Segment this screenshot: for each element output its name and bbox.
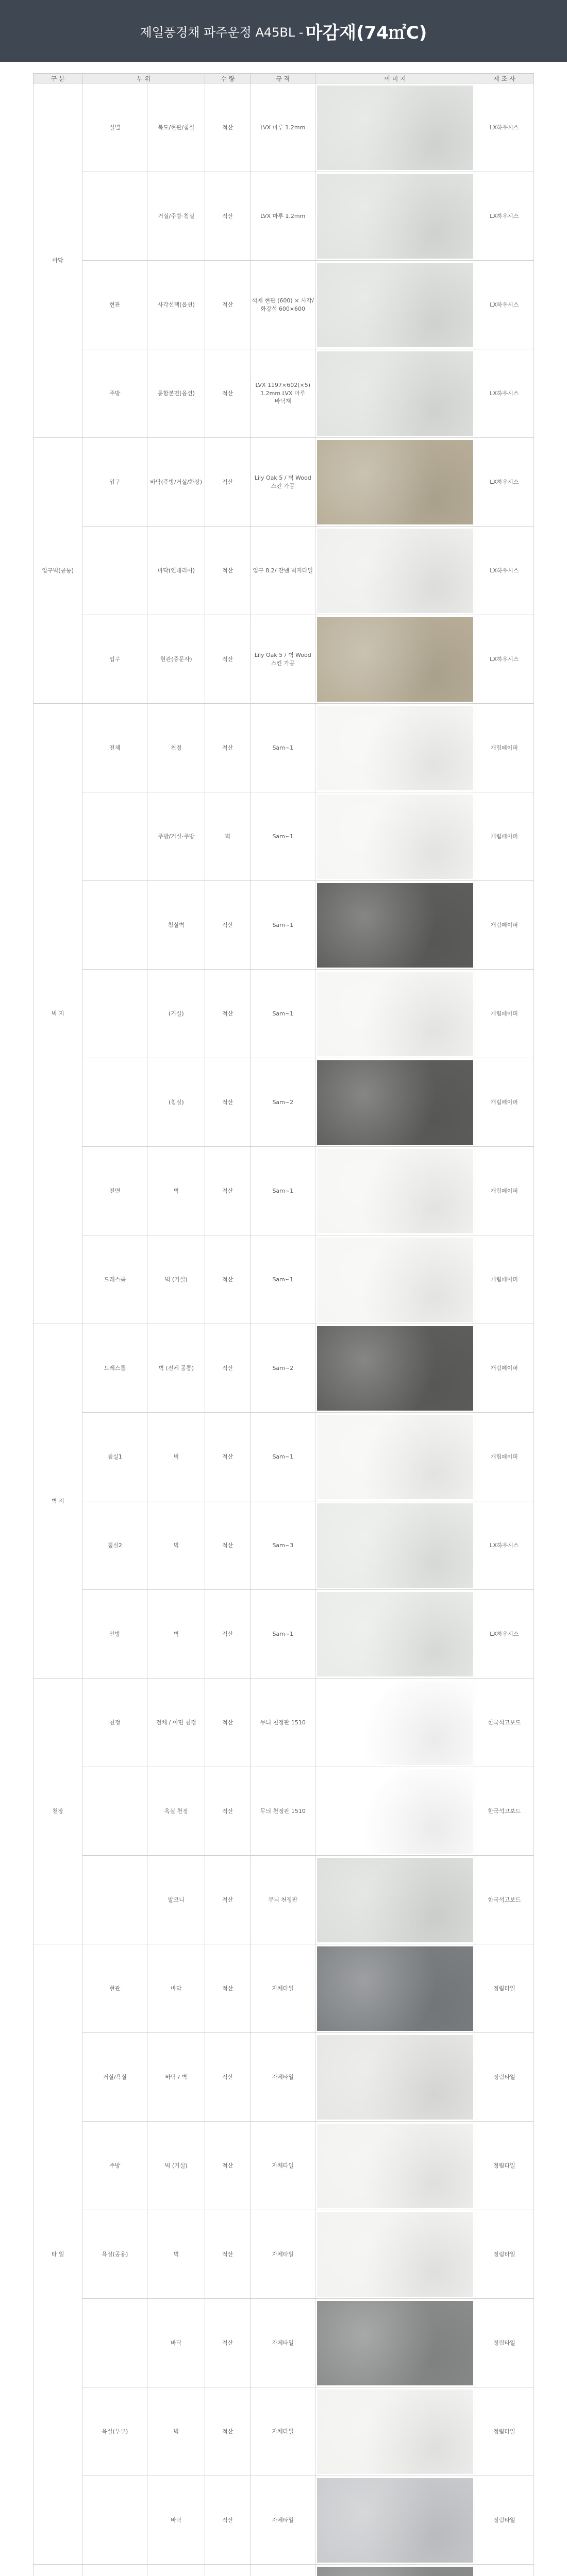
- part-cell: 거실/주방·침실: [147, 172, 205, 261]
- table-row: [34, 1501, 534, 1590]
- material-swatch-cell: [315, 172, 475, 261]
- part-cell: 바닥 / 벽: [147, 2033, 205, 2122]
- section-cell: [34, 2565, 82, 2576]
- material-swatch: [317, 617, 473, 702]
- material-swatch: [317, 174, 473, 259]
- table-row: [34, 1058, 534, 1147]
- table-header-row: [34, 74, 534, 83]
- material-swatch: [317, 1946, 473, 2031]
- qty-cell: 적산: [205, 1856, 251, 1944]
- maker-cell: 개림페이퍼: [475, 792, 533, 881]
- section-cell: 타 일: [34, 1944, 82, 2565]
- material-swatch-cell: [315, 2387, 475, 2476]
- area-cell: 주방: [82, 2122, 147, 2210]
- table-row: [34, 1679, 534, 1767]
- part-cell: 욕실 천정: [147, 1767, 205, 1856]
- area-cell: 드레스룸: [82, 1324, 147, 1413]
- part-cell: 주방/거실·주방: [147, 792, 205, 881]
- material-swatch-cell: [315, 527, 475, 615]
- part-cell: (침실): [147, 1058, 205, 1147]
- table-row: [34, 2122, 534, 2210]
- material-swatch: [317, 529, 473, 613]
- table-row: [34, 1767, 534, 1856]
- material-swatch-cell: [315, 261, 475, 349]
- table-row: [34, 1324, 534, 1413]
- spec-cell: 자체타일: [251, 2387, 315, 2476]
- qty-cell: 적산: [205, 1235, 251, 1324]
- spec-cell: Sam~1: [251, 792, 315, 881]
- material-swatch-cell: [315, 2476, 475, 2565]
- material-swatch-cell: [315, 349, 475, 438]
- area-cell: [82, 527, 147, 615]
- table-row: [34, 2033, 534, 2122]
- spec-cell: Sam~1: [251, 1147, 315, 1235]
- material-swatch: [317, 1592, 473, 1676]
- maker-cell: 개림페이퍼: [475, 881, 533, 970]
- area-cell: [82, 1856, 147, 1944]
- spec-cell: Sam~1: [251, 970, 315, 1058]
- qty-cell: 적산: [205, 1501, 251, 1590]
- material-swatch: [317, 1503, 473, 1588]
- qty-cell: 적산: [205, 1058, 251, 1147]
- part-cell: 벽: [147, 1413, 205, 1501]
- header-cell: 수 량: [205, 74, 251, 83]
- spec-cell: Sam~2: [251, 1058, 315, 1147]
- qty-cell: 적산: [205, 2210, 251, 2299]
- maker-cell: 개림페이퍼: [475, 1324, 533, 1413]
- maker-cell: 한국석고보드: [475, 1856, 533, 1944]
- header-cell: 구 분: [34, 74, 82, 83]
- qty-cell: 적산: [205, 438, 251, 527]
- material-swatch-cell: [315, 881, 475, 970]
- area-cell: 현관: [82, 261, 147, 349]
- spec-cell: Lily Oak 5 / 벽 Wood 스킨 가공: [251, 438, 315, 527]
- section-cell: 벽 지: [34, 704, 82, 1324]
- material-swatch-cell: [315, 615, 475, 704]
- qty-cell: 적산: [205, 83, 251, 172]
- area-cell: [82, 2565, 147, 2576]
- part-cell: 현관(중문사): [147, 615, 205, 704]
- material-swatch: [317, 1858, 473, 1942]
- area-cell: 욕실(부부): [82, 2387, 147, 2476]
- table-row: [34, 261, 534, 349]
- part-cell: [147, 2565, 205, 2576]
- material-swatch: [317, 2124, 473, 2208]
- qty-cell: 적산: [205, 970, 251, 1058]
- area-cell: 주방: [82, 349, 147, 438]
- spec-cell: 무늬 천정판: [251, 1856, 315, 1944]
- finish-spec-table: [33, 73, 534, 2576]
- part-cell: 벽: [147, 1501, 205, 1590]
- material-swatch-cell: [315, 1944, 475, 2033]
- maker-cell: 개림페이퍼: [475, 1058, 533, 1147]
- material-swatch-cell: [315, 1058, 475, 1147]
- spec-cell: Sam~1: [251, 1590, 315, 1679]
- part-cell: 사각선택(옵션): [147, 261, 205, 349]
- spec-cell: 자체타일: [251, 2122, 315, 2210]
- qty-cell: [205, 2565, 251, 2576]
- qty-cell: 적산: [205, 2299, 251, 2387]
- table-row: [34, 1235, 534, 1324]
- table-row: [34, 1944, 534, 2033]
- area-cell: 실별: [82, 83, 147, 172]
- section-cell: 벽 지: [34, 1324, 82, 1679]
- maker-cell: 한국석고보드: [475, 1767, 533, 1856]
- material-swatch: [317, 2301, 473, 2385]
- qty-cell: 적산: [205, 2387, 251, 2476]
- material-swatch-cell: [315, 1501, 475, 1590]
- material-swatch: [317, 1326, 473, 1411]
- area-cell: [82, 1058, 147, 1147]
- area-cell: [82, 2476, 147, 2565]
- section-cell: 바닥: [34, 83, 82, 438]
- material-swatch: [317, 351, 473, 436]
- material-swatch: [317, 1149, 473, 1233]
- material-swatch: [317, 86, 473, 170]
- table-row: [34, 2210, 534, 2299]
- section-cell: 입구벽(공통): [34, 438, 82, 704]
- part-cell: 바닥(주방/거실/화장): [147, 438, 205, 527]
- qty-cell: 적산: [205, 881, 251, 970]
- table-row: [34, 2299, 534, 2387]
- table-row: [34, 1590, 534, 1679]
- material-swatch: [317, 794, 473, 879]
- part-cell: 바닥: [147, 1944, 205, 2033]
- table-row: [34, 881, 534, 970]
- table-row: [34, 1413, 534, 1501]
- material-swatch-cell: [315, 1590, 475, 1679]
- part-cell: 벽: [147, 2387, 205, 2476]
- table-row: [34, 970, 534, 1058]
- maker-cell: 정림타일: [475, 2387, 533, 2476]
- area-cell: 현관: [82, 1944, 147, 2033]
- material-swatch-cell: [315, 1856, 475, 1944]
- spec-cell: Sam~1: [251, 881, 315, 970]
- part-cell: 벽 (거실): [147, 1235, 205, 1324]
- title-bar: [0, 0, 567, 62]
- material-swatch: [317, 1681, 473, 1765]
- part-cell: 벽: [147, 1147, 205, 1235]
- maker-cell: LX하우시스: [475, 527, 533, 615]
- part-cell: 벽: [147, 2210, 205, 2299]
- header-cell: 이 미 지: [315, 74, 475, 83]
- maker-cell: 정림타일: [475, 2122, 533, 2210]
- material-swatch-cell: [315, 1147, 475, 1235]
- spec-cell: Sam~3: [251, 1501, 315, 1590]
- qty-cell: 적산: [205, 1324, 251, 1413]
- maker-cell: 한국석고보드: [475, 1679, 533, 1767]
- qty-cell: 적산: [205, 261, 251, 349]
- area-cell: 안방: [82, 1590, 147, 1679]
- maker-cell: 개림페이퍼: [475, 970, 533, 1058]
- title-prefix: 제일풍경채 파주운정 A45BL -: [140, 25, 304, 40]
- material-swatch-cell: [315, 1235, 475, 1324]
- spec-cell: [251, 2565, 315, 2576]
- part-cell: 복도/현관/침실: [147, 83, 205, 172]
- spec-cell: 석재 현관 (600) × 사각/화강석 600×600: [251, 261, 315, 349]
- table-row: [34, 438, 534, 527]
- area-cell: 거실/욕실: [82, 2033, 147, 2122]
- spec-cell: LVX 마루 1.2mm: [251, 83, 315, 172]
- material-swatch-cell: [315, 83, 475, 172]
- material-swatch: [317, 706, 473, 790]
- table-row: [34, 527, 534, 615]
- spec-cell: LVX 1197×602(×5) 1.2mm LVX 마루 바닥재: [251, 349, 315, 438]
- maker-cell: 개림페이퍼: [475, 1413, 533, 1501]
- table-row: [34, 615, 534, 704]
- title-main: 마감재(74㎡C): [305, 22, 427, 43]
- material-swatch-cell: [315, 1324, 475, 1413]
- material-swatch-cell: [315, 1767, 475, 1856]
- part-cell: 벽: [147, 1590, 205, 1679]
- section-cell: 천장: [34, 1679, 82, 1944]
- maker-cell: LX하우시스: [475, 1590, 533, 1679]
- area-cell: 입구: [82, 438, 147, 527]
- maker-cell: 개림페이퍼: [475, 704, 533, 792]
- material-swatch-cell: [315, 438, 475, 527]
- spec-cell: 무늬 천정판 1510: [251, 1767, 315, 1856]
- qty-cell: 적산: [205, 2476, 251, 2565]
- qty-cell: 적산: [205, 615, 251, 704]
- maker-cell: 정림타일: [475, 2033, 533, 2122]
- part-cell: (거실): [147, 970, 205, 1058]
- qty-cell: 벽: [205, 792, 251, 881]
- maker-cell: 정림타일: [475, 2299, 533, 2387]
- material-swatch-cell: [315, 970, 475, 1058]
- spec-cell: 자체타일: [251, 2210, 315, 2299]
- maker-cell: 개림페이퍼: [475, 1147, 533, 1235]
- spec-cell: Sam~2: [251, 1324, 315, 1413]
- qty-cell: 적산: [205, 172, 251, 261]
- spec-cell: 자체타일: [251, 2299, 315, 2387]
- part-cell: 전체 / 이면 천정: [147, 1679, 205, 1767]
- qty-cell: 적산: [205, 1590, 251, 1679]
- spec-cell: Sam~1: [251, 1235, 315, 1324]
- table-row: [34, 83, 534, 172]
- table-row: [34, 1147, 534, 1235]
- table-row: [34, 704, 534, 792]
- material-swatch: [317, 2212, 473, 2297]
- material-swatch: [317, 440, 473, 524]
- material-swatch: [317, 2478, 473, 2563]
- spec-cell: 자체타일: [251, 1944, 315, 2033]
- header-cell: 부 위: [82, 74, 205, 83]
- qty-cell: 적산: [205, 2033, 251, 2122]
- table-row: [34, 349, 534, 438]
- qty-cell: 적산: [205, 1413, 251, 1501]
- area-cell: 입구: [82, 615, 147, 704]
- material-swatch-cell: [315, 1413, 475, 1501]
- material-swatch: [317, 2567, 473, 2576]
- material-swatch: [317, 1060, 473, 1145]
- material-swatch: [317, 972, 473, 1056]
- maker-cell: LX하우시스: [475, 438, 533, 527]
- material-swatch: [317, 1415, 473, 1499]
- maker-cell: LX하우시스: [475, 349, 533, 438]
- maker-cell: 정림타일: [475, 2476, 533, 2565]
- qty-cell: 적산: [205, 349, 251, 438]
- area-cell: 침실1: [82, 1413, 147, 1501]
- part-cell: 벽 (거실): [147, 2122, 205, 2210]
- maker-cell: LX하우시스: [475, 172, 533, 261]
- part-cell: 벽 (전체 공통): [147, 1324, 205, 1413]
- part-cell: 침실벽: [147, 881, 205, 970]
- area-cell: 전체: [82, 704, 147, 792]
- maker-cell: LX하우시스: [475, 1501, 533, 1590]
- table-row: [34, 2565, 534, 2576]
- material-swatch-cell: [315, 792, 475, 881]
- area-cell: 침실2: [82, 1501, 147, 1590]
- area-cell: 전면: [82, 1147, 147, 1235]
- qty-cell: 적산: [205, 2122, 251, 2210]
- area-cell: [82, 970, 147, 1058]
- maker-cell: LX하우시스: [475, 83, 533, 172]
- qty-cell: 적산: [205, 1147, 251, 1235]
- material-swatch-cell: [315, 2210, 475, 2299]
- material-swatch-cell: [315, 2033, 475, 2122]
- table-row: [34, 172, 534, 261]
- spec-cell: 무늬 천정판 1510: [251, 1679, 315, 1767]
- area-cell: [82, 1767, 147, 1856]
- qty-cell: 적산: [205, 1944, 251, 2033]
- maker-cell: 정림타일: [475, 2210, 533, 2299]
- material-swatch-cell: [315, 2565, 475, 2576]
- part-cell: 바닥: [147, 2299, 205, 2387]
- qty-cell: 적산: [205, 704, 251, 792]
- part-cell: 천정: [147, 704, 205, 792]
- maker-cell: LX하우시스: [475, 615, 533, 704]
- material-swatch-cell: [315, 2299, 475, 2387]
- table-row: [34, 2476, 534, 2565]
- material-swatch: [317, 263, 473, 347]
- area-cell: [82, 172, 147, 261]
- spec-cell: 자체타일: [251, 2476, 315, 2565]
- area-cell: 드레스룸: [82, 1235, 147, 1324]
- spec-cell: Sam~1: [251, 704, 315, 792]
- material-swatch: [317, 2035, 473, 2120]
- part-cell: 바닥(인테리어): [147, 527, 205, 615]
- qty-cell: 적산: [205, 527, 251, 615]
- spec-cell: Lily Oak 5 / 벽 Wood 스킨 가공: [251, 615, 315, 704]
- material-swatch-cell: [315, 704, 475, 792]
- table-row: [34, 1856, 534, 1944]
- part-cell: 발코니: [147, 1856, 205, 1944]
- spec-cell: LVX 마루 1.2mm: [251, 172, 315, 261]
- area-cell: [82, 881, 147, 970]
- header-cell: 제 조 사: [475, 74, 533, 83]
- qty-cell: 적산: [205, 1679, 251, 1767]
- maker-cell: 개림페이퍼: [475, 1235, 533, 1324]
- table-body: [34, 83, 534, 2576]
- part-cell: 바닥: [147, 2476, 205, 2565]
- material-swatch: [317, 883, 473, 968]
- header-cell: 규 격: [251, 74, 315, 83]
- maker-cell: 정림타일: [475, 1944, 533, 2033]
- spec-cell: 자체타일: [251, 2033, 315, 2122]
- material-swatch-cell: [315, 2122, 475, 2210]
- area-cell: 천정: [82, 1679, 147, 1767]
- maker-cell: LX하우시스: [475, 261, 533, 349]
- area-cell: 욕실(공용): [82, 2210, 147, 2299]
- material-swatch: [317, 1769, 473, 1854]
- area-cell: [82, 2299, 147, 2387]
- table-row: [34, 2387, 534, 2476]
- area-cell: [82, 792, 147, 881]
- table-row: [34, 792, 534, 881]
- spec-cell: Sam~1: [251, 1413, 315, 1501]
- part-cell: 통합본면(옵션): [147, 349, 205, 438]
- material-swatch: [317, 2389, 473, 2474]
- material-swatch-cell: [315, 1679, 475, 1767]
- spec-cell: 입구 8.2/ 잔넨 벽지타일: [251, 527, 315, 615]
- qty-cell: 적산: [205, 1767, 251, 1856]
- material-swatch: [317, 1238, 473, 1322]
- maker-cell: [475, 2565, 533, 2576]
